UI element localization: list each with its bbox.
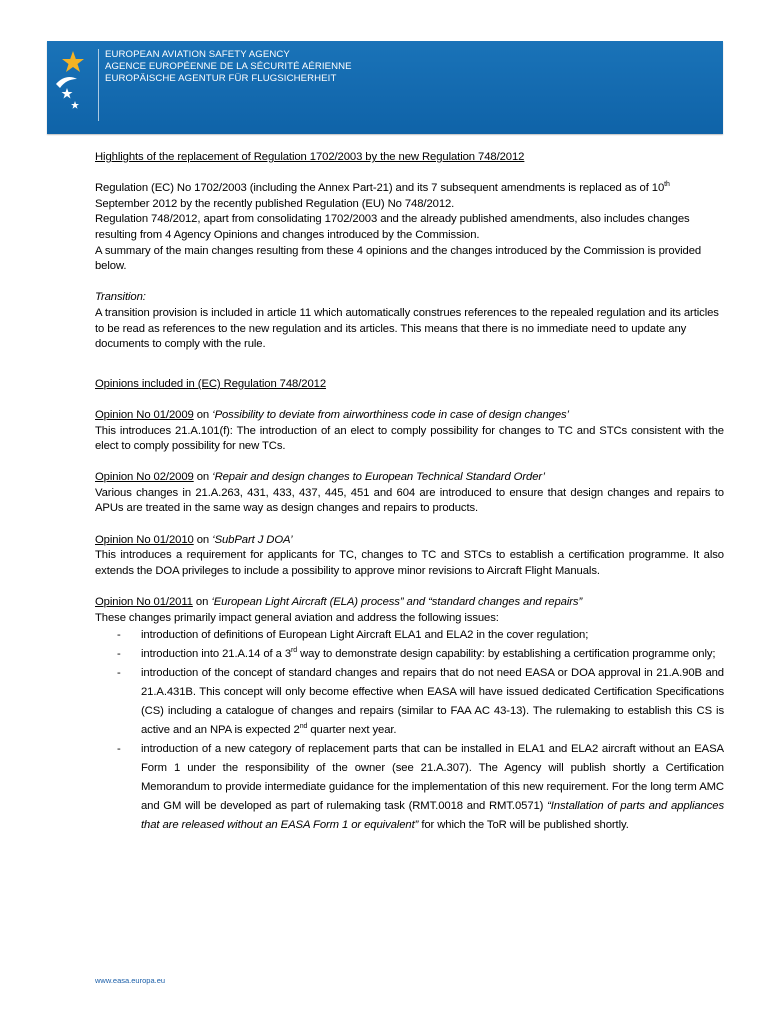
- easa-logo-icon: [53, 48, 89, 118]
- list-item: - introduction of definitions of European Light Aircraft ELA1 and ELA2 in the cover regulation;: [117, 629, 589, 642]
- opinion-heading: Opinion No 02/2009 on ‘Repair and design changes to European Technical Standard Order’: [95, 471, 545, 484]
- banner-divider: [98, 49, 99, 121]
- opinion-text: These changes primarily impact general aviation and address the following issues:: [95, 611, 499, 624]
- document-body: [95, 150, 724, 835]
- opinion-text: This introduces 21.A.101(f): The introduction of an elect to comply possibility for changes to TC and STCs consistent with the elect to comply possibility for new TCs.: [95, 424, 724, 453]
- list-item: - introduction of a new category of replacement parts that can be installed in ELA1 and ELA2 aircraft without an EASA Form 1 under the responsibility of the owner (see 21.A.307). The Agency will publish shortly a Certification Memorandum to provide intermediate guidance for the implementation of this new requirement. For the long term AMC and GM will be developed as part of rulemaking task (RMT.0018 and RMT.0571) “Installation of parts and appliances that are released without an EASA Form 1 or equivalent” for which the ToR will be published shortly.: [117, 743, 724, 832]
- list-item: - introduction into 21.A.14 of a 3rd way to demonstrate design capability: by establishing a certification programme only;: [117, 647, 716, 661]
- agency-name-en: EUROPEAN AVIATION SAFETY AGENCY: [105, 49, 290, 60]
- issues-list: [95, 626, 724, 835]
- footer-website-link[interactable]: www.easa.europa.eu: [95, 976, 166, 985]
- opinion-heading: Opinion No 01/2009 on ‘Possibility to deviate from airworthiness code in case of design changes’: [95, 408, 569, 421]
- agency-name: [105, 49, 352, 85]
- opinions-heading: Opinions included in (EC) Regulation 748/2012: [95, 377, 327, 390]
- agency-name-fr: AGENCE EUROPÉENNE DE LA SÉCURITÉ AÉRIENNE: [105, 61, 352, 72]
- opinion-heading: Opinion No 01/2010 on ‘SubPart J DOA’: [95, 533, 293, 546]
- document-title: Highlights of the replacement of Regulation 1702/2003 by the new Regulation 748/2012: [95, 151, 525, 163]
- intro-paragraph-3: A summary of the main changes resulting from these 4 opinions and the changes introduced by the Commission is provided below.: [95, 244, 702, 273]
- transition-text: A transition provision is included in article 11 which automatically construes references to the repealed regulation and its articles to be read as references to the new regulation and its articles. This means that there is no immediate need to update any documents to comply with the rule.: [95, 306, 719, 351]
- intro-paragraph-2: Regulation 748/2012, apart from consolidating 1702/2003 and the already published amendments, also includes changes resulting from 4 Agency Opinions and changes introduced by the Commission.: [95, 213, 690, 241]
- list-item: - introduction of the concept of standard changes and repairs that do not need EASA or DOA approval in 21.A.90B and 21.A.431B. This concept will only become effective when EASA will have issued dedicated Certification Specifications (CS) including a catalogue of changes and repairs (similar to FAA AC 43-13). The rulemaking to establish this CS is active and an NPA is expected 2nd quarter next year.: [117, 667, 724, 737]
- header-banner: [47, 41, 723, 134]
- agency-name-de: EUROPÄISCHE AGENTUR FÜR FLUGSICHERHEIT: [105, 73, 337, 84]
- opinion-text: Various changes in 21.A.263, 431, 433, 437, 445, 451 and 604 are introduced to ensure that design changes and repairs to APUs are treated in the same way as design changes and repairs to products.: [95, 486, 724, 515]
- intro-paragraph: Regulation (EC) No 1702/2003 (including the Annex Part-21) and its 7 subsequent amendments is replaced as of 10th September 2012 by the recently published Regulation (EU) No 748/2012.: [95, 181, 670, 210]
- opinion-heading: Opinion No 01/2011 on ‘European Light Aircraft (ELA) process” and “standard changes and repairs”: [95, 596, 583, 609]
- opinion-text: This introduces a requirement for applicants for TC, changes to TC and STCs to establish a certification programme. It also extends the DOA privileges to include a possibility to approve minor revisions to Aircraft Flight Manuals.: [95, 549, 724, 577]
- transition-heading: Transition:: [95, 291, 146, 304]
